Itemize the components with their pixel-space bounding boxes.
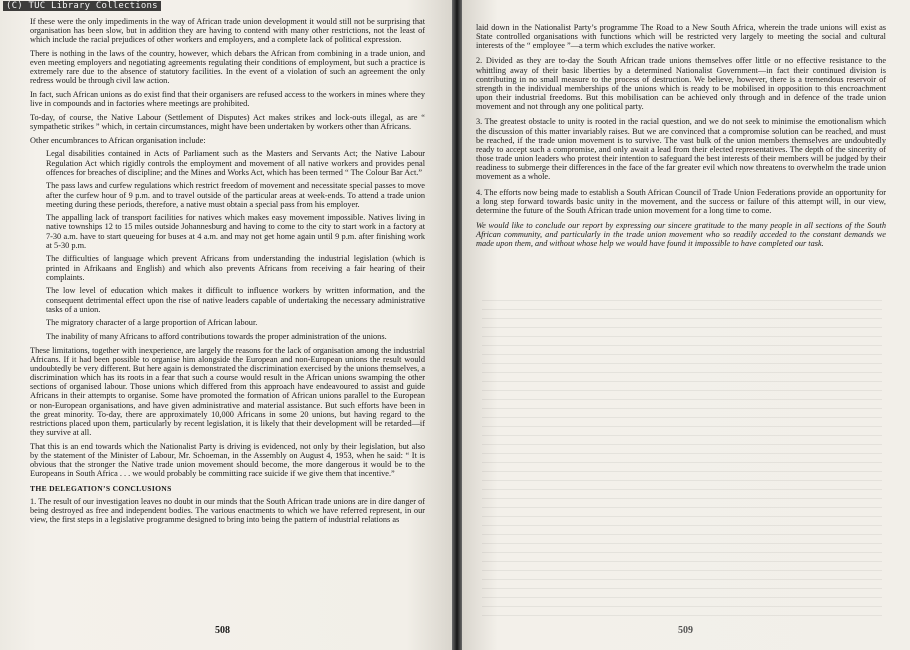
paragraph: There is nothing in the laws of the country, however, which debars the African from combining in a trade union, and even meeting employers and negotiating agreements regulating their conditions of employment, but such a practice is extremely rare due to the absence of statutory facilities. In the event of a violation of such an agreement the only redress would be through civil law action. — [30, 48, 425, 86]
right-page-text — [476, 23, 886, 253]
list-item: The low level of education which makes it difficult to influence workers by written information, and the consequent detrimental effect upon the rise of native leaders capable of undertaking the necessary administrative tasks of a union. — [46, 286, 425, 314]
section-heading: THE DELEGATION’S CONCLUSIONS — [30, 484, 172, 494]
paragraph: In fact, such African unions as do exist find that their organisers are refused access to the workers in mines where they live in compounds and in factories where meetings are prohibited. — [30, 90, 425, 109]
left-page-text — [30, 17, 425, 529]
paragraph: If these were the only impediments in the way of African trade union development it would still not be surprising that organisation has been slow, but in addition they are having to contend with many other restrictions, not the least of which include the racial prejudices of other workers and employers, and a complete lack of political expression. — [30, 17, 425, 45]
page-number: 509 — [678, 625, 693, 636]
paragraph: Other encumbrances to African organisation include: — [30, 135, 206, 145]
paragraph: These limitations, together with inexperience, are largely the reasons for the lack of organisation among the industrial Africans. If it had been possible to organise him alongside the European and non-European unions the result would undoubtedly be very different. But here again is demonstrated the discrimination exercised by the unions themselves, a discrimination which has its roots in a fear that such a course would result in the African unions swamping the other sections of organised labour. Those unions which differed from this approach have endeavoured to assist and guide Africans in their attempts to organise. Some have promoted the formation of African unions parallel to the European or non-European organisations, and have given administrative and material assistance. But such efforts have been in the great minority. To-day, there are approximately 10,000 Africans in some 20 unions, but having regard to the restrictions placed upon them, particularly by recent legislation, it is likely that their development will be retarded—if they survive at all. — [30, 345, 425, 438]
left-page — [0, 0, 452, 650]
show-through-text — [482, 300, 882, 620]
watermark: (C) TUC Library Collections — [3, 1, 161, 11]
conclusion-point: 4. The efforts now being made to establish a South African Council of Trade Union Federations provide an opportunity for a long step forward towards basic unity in the movement, and the success or failure of this attempt will, in our view, determine the future of the South African trade union movement for a long time to come. — [476, 187, 886, 215]
conclusion-point: 2. Divided as they are to-day the South African trade unions themselves offer little or no effective resistance to the whittling away of their basic liberties by a determined Nationalist Government—in fact their continued division is contributing in no small measure to the process of destruction. We believe, however, there is a tremendous reservoir of strength in the individual memberships of the unions which is ready to be mobilised in opposition to this encroachment upon their industrial freedoms. But this mobilisation can be achieved only through and in defence of the trade union movement and not through any one political party. — [476, 56, 886, 112]
right-page — [462, 0, 910, 650]
list-item: Legal disabilities contained in Acts of Parliament such as the Masters and Servants Act; the Native Labour Regulation Act which rigidly controls the employment and movement of all native workers and provides penal offences for breaches of discipline; and the Mines and Works Act, which has been termed “ The Colour Bar Act.” — [46, 149, 425, 177]
conclusion-point: 1. The result of our investigation leaves no doubt in our minds that the South African trade unions are in dire danger of being destroyed as free and independent bodies. The various enactments to which we have referred represent, in our view, the first steps in a legislative programme designed to bring into being the pattern of industrial relations as — [30, 496, 425, 524]
conclusion-point: 3. The greatest obstacle to unity is rooted in the racial question, and we do not seek to minimise the emotionalism which the discussion of this matter invariably raises. But we are convinced that a compromise solution can be reached, and must be reached, if the trade union movement is to survive. The vast bulk of the union members themselves are undoubtedly ready to accept such a compromise, and only await a lead from their elected representatives. The depth of the sincerity of those trade union leaders who protest their intention to safeguard the best interests of their members will be judged by their readiness to submerge their differences in the face of the far greater evil which now threatens to overwhelm the trade union movement as a whole. — [476, 117, 886, 182]
page-number: 508 — [215, 625, 230, 636]
list-item: The difficulties of language which prevent Africans from understanding the industrial legislation (which is printed in Afrikaans and English) and which also prevents Africans from receiving a fair hearing of their complaints. — [46, 254, 425, 282]
paragraph: laid down in the Nationalist Party’s programme The Road to a New South Africa, wherein the trade unions will exist as State controlled organisations with functions which will be restricted very largely to meeting the social and cultural interests of the “ employee ”—a term which excludes the native worker. — [476, 23, 886, 51]
paragraph: To-day, of course, the Native Labour (Settlement of Disputes) Act makes strikes and lock-outs illegal, as are “ sympathetic strikes ” which, in certain circumstances, might have been undertaken by workers other than Africans. — [30, 112, 425, 132]
list-item: The inability of many Africans to afford contributions towards the proper administration of the unions. — [46, 332, 387, 342]
list-item: The appalling lack of transport facilities for natives which makes easy movement impossible. Natives living in native townships 12 to 15 miles outside Johannesburg and having to come to the city to start work in a factory at 7-30 a.m. have to start queueing for buses at 4 a.m. and may not get home again until 9 p.m. after finishing work at 5-30 p.m. — [46, 213, 425, 250]
list-item: The pass laws and curfew regulations which restrict freedom of movement and necessitate special passes to move after the curfew hour of 9 p.m. and to travel outside of the particular areas at week-ends. To attend a trade union meeting during these periods, therefore, a native must obtain a special pass from his employer. — [46, 181, 425, 209]
paragraph: That this is an end towards which the Nationalist Party is driving is evidenced, not only by their legislation, but also by the statement of the Minister of Labour, Mr. Schoeman, in the Assembly on August 4, 1953, when he said: “ It is obvious that the stronger the Native trade union movement should become, the more dangerous it would be to the Europeans in South Africa . . . we would probably be committing race suicide if we give them that incentive.” — [30, 441, 425, 479]
list-item: The migratory character of a large proportion of African labour. — [46, 318, 258, 328]
closing-paragraph: We would like to conclude our report by expressing our sincere gratitude to the many people in all sections of the South African community, and particularly in the trade union movement who so readily acceded to the constant demands we made upon them, and without whose help we would have found it impossible to have completed our task. — [476, 220, 886, 249]
book-gutter — [452, 0, 462, 650]
